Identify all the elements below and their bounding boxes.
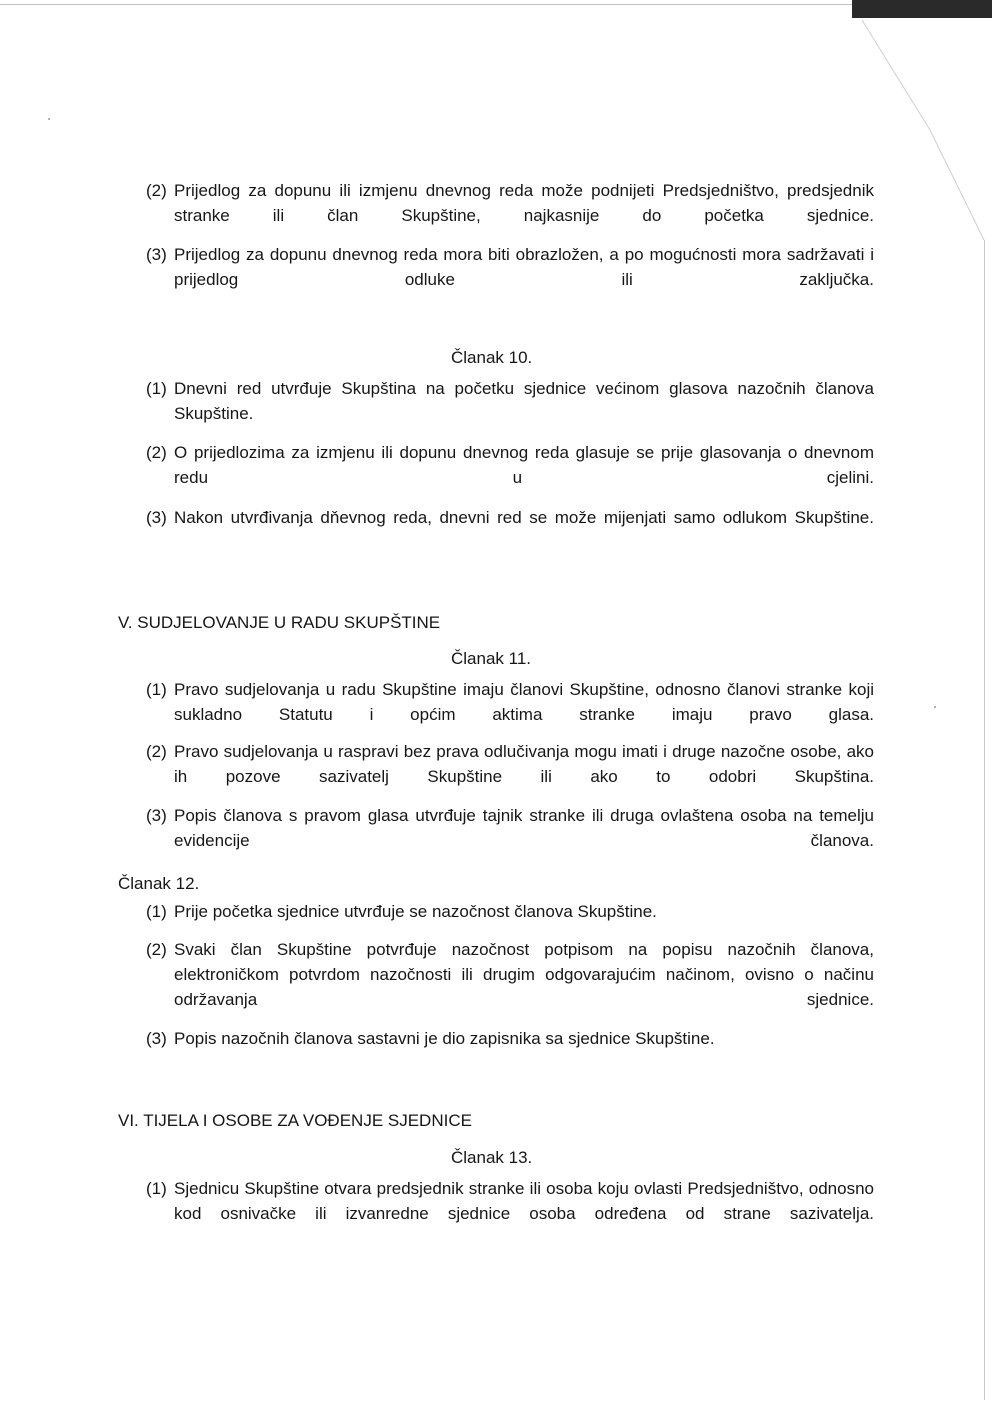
paragraph-text: Popis članova s pravom glasa utvrđuje tajnik stranke ili druga ovlaštena osoba na temelju evidencije članova. — [174, 806, 874, 850]
paragraph — [146, 440, 874, 515]
paragraph-text: Prijedlog za dopunu dnevnog reda mora biti obrazložen, a po mogućnosti mora sadržavati i prijedlog odluke ili zaključka. — [174, 245, 874, 289]
article-title: Članak 10. — [451, 348, 533, 367]
paragraph-number: (1) — [146, 379, 167, 398]
paragraph-text: Prije početka sjednice utvrđuje se nazočnost članova Skupštine. — [174, 902, 657, 921]
paragraph-text: Dnevni red utvrđuje Skupština na početku sjednice većinom glasova nazočnih članova Skupštine. — [174, 379, 874, 423]
paragraph-number: (2) — [146, 742, 167, 761]
paragraph-number: (1) — [146, 1179, 167, 1198]
paragraph — [146, 242, 874, 317]
paragraph — [146, 937, 874, 1037]
paragraph-number: (1) — [146, 902, 167, 921]
paragraph-text: Sjednicu Skupštine otvara predsjednik stranke ili osoba koju ovlasti Predsjedništvo, odnosno kod osnivačke ili izvanredne sjednice osoba određena od strane sazivatelja. — [174, 1179, 874, 1223]
paragraph-text: Nakon utvrđivanja dňevnog reda, dnevni red se može mijenjati samo odlukom Skupštine. — [174, 508, 874, 527]
paragraph-text: Popis nazočnih članova sastavni je dio zapisnika sa sjednice Skupštine. — [174, 1029, 715, 1048]
paragraph-number: (1) — [146, 680, 167, 699]
paragraph-number: (3) — [146, 806, 167, 825]
paragraph-number: (3) — [146, 1029, 167, 1048]
paragraph-number: (3) — [146, 508, 167, 527]
section-heading: V. SUDJELOVANJE U RADU SKUPŠTINE — [118, 613, 441, 632]
scan-speck — [934, 706, 936, 708]
scan-edge-right — [984, 240, 985, 1400]
paragraph-text: Pravo sudjelovanja u raspravi bez prava odlučivanja mogu imati i druge nazočne osobe, ako ih pozove sazivatelj Skupštine ili ako to odobri Skupština. — [174, 742, 874, 786]
paragraph — [146, 899, 874, 924]
paragraph-text: O prijedlozima za izmjenu ili dopunu dnevnog reda glasuje se prije glasovanja o dnevnom redu u cjelini. — [174, 443, 874, 487]
article-title: Članak 11. — [451, 649, 532, 668]
scan-speck — [48, 118, 50, 120]
paragraph — [146, 1176, 874, 1251]
paragraph-number: (3) — [146, 245, 167, 264]
paragraph-number: (2) — [146, 443, 167, 462]
paragraph — [146, 803, 874, 878]
section-heading: VI. TIJELA I OSOBE ZA VOĐENJE SJEDNICE — [118, 1111, 472, 1130]
paragraph-number: (2) — [146, 181, 167, 200]
paragraph-number: (2) — [146, 940, 167, 959]
paragraph — [146, 505, 874, 555]
paragraph-text: Prijedlog za dopunu ili izmjenu dnevnog reda može podnijeti Predsjedništvo, predsjednik stranke ili član Skupštine, najkasnije do početka sjednice. — [174, 181, 874, 225]
paragraph — [146, 1026, 874, 1051]
paragraph-text: Pravo sudjelovanja u radu Skupštine imaju članovi Skupštine, odnosno članovi stranke koji sukladno Statutu i općim aktima stranke imaju pravo glasa. — [174, 680, 874, 724]
article-title: Članak 12. — [118, 874, 200, 893]
paragraph-text: Svaki član Skupštine potvrđuje nazočnost potpisom na popisu nazočnih članova, elektroničkom potvrdom nazočnosti ili drugim odgovarajućim načinom, ovisno o načinu održavanja sjednice. — [174, 940, 874, 1009]
article-title: Članak 13. — [451, 1148, 533, 1167]
